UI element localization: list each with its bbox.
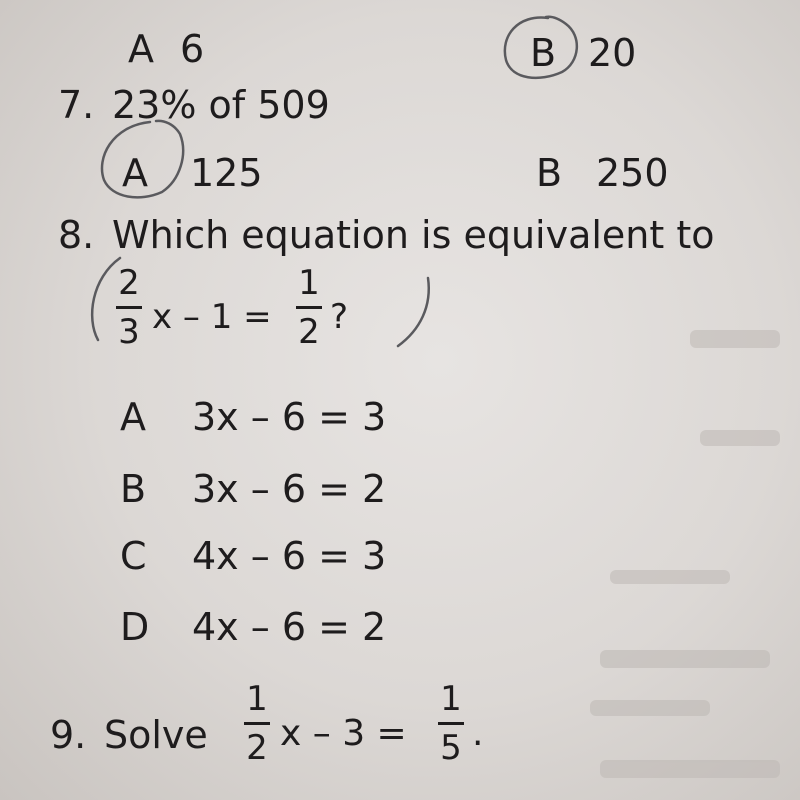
q8-close-paren — [398, 278, 429, 346]
q9-equation-middle: x – 3 = — [280, 713, 407, 754]
fraction-bar — [244, 722, 270, 725]
q9-text: Solve — [104, 713, 208, 757]
q8-option-b-letter: B — [120, 467, 147, 511]
q8-equation-middle: x – 1 = — [152, 297, 272, 337]
q7-number: 7. — [58, 83, 95, 127]
q8-fraction-right — [292, 263, 326, 352]
q8-option-a-equation: 3x – 6 = 3 — [192, 395, 387, 439]
q9-fraction-right — [434, 679, 468, 768]
fraction-bar — [296, 306, 322, 309]
q8-equation-end: ? — [330, 297, 349, 337]
q6-option-b-letter: B — [530, 31, 557, 75]
q7-text: 23% of 509 — [112, 83, 330, 127]
q9-fraction-left-numerator: 1 — [246, 679, 268, 719]
q6-option-b-value: 20 — [588, 31, 637, 75]
q9-number: 9. — [50, 713, 87, 757]
q7-option-b-letter: B — [536, 151, 563, 195]
q8-option-d-equation: 4x – 6 = 2 — [192, 605, 387, 649]
q6-option-a-value: 6 — [180, 27, 205, 71]
q8-fraction-right-denominator: 2 — [298, 312, 320, 352]
q8-fraction-left — [112, 263, 146, 352]
fraction-bar — [116, 306, 142, 309]
q7-option-a-value: 125 — [190, 151, 263, 195]
fraction-bar — [438, 722, 464, 725]
q8-option-d-letter: D — [120, 605, 150, 649]
q9-fraction-right-numerator: 1 — [440, 679, 462, 719]
q9-fraction-left — [240, 679, 274, 768]
q9-fraction-left-denominator: 2 — [246, 728, 268, 768]
q8-fraction-left-numerator: 2 — [118, 263, 140, 303]
q8-option-c-equation: 4x – 6 = 3 — [192, 534, 387, 578]
q9-equation-end: . — [472, 713, 484, 754]
q7-option-b-value: 250 — [596, 151, 669, 195]
q7-option-a-letter: A — [122, 151, 148, 195]
q8-option-b-equation: 3x – 6 = 2 — [192, 467, 387, 511]
q8-number: 8. — [58, 213, 95, 257]
q8-option-c-letter: C — [120, 534, 147, 578]
q8-fraction-right-numerator: 1 — [298, 263, 320, 303]
q8-text: Which equation is equivalent to — [112, 213, 715, 257]
q9-fraction-right-denominator: 5 — [440, 728, 462, 768]
q6-option-a-letter: A — [128, 27, 154, 71]
q8-option-a-letter: A — [120, 395, 146, 439]
q8-fraction-left-denominator: 3 — [118, 312, 140, 352]
